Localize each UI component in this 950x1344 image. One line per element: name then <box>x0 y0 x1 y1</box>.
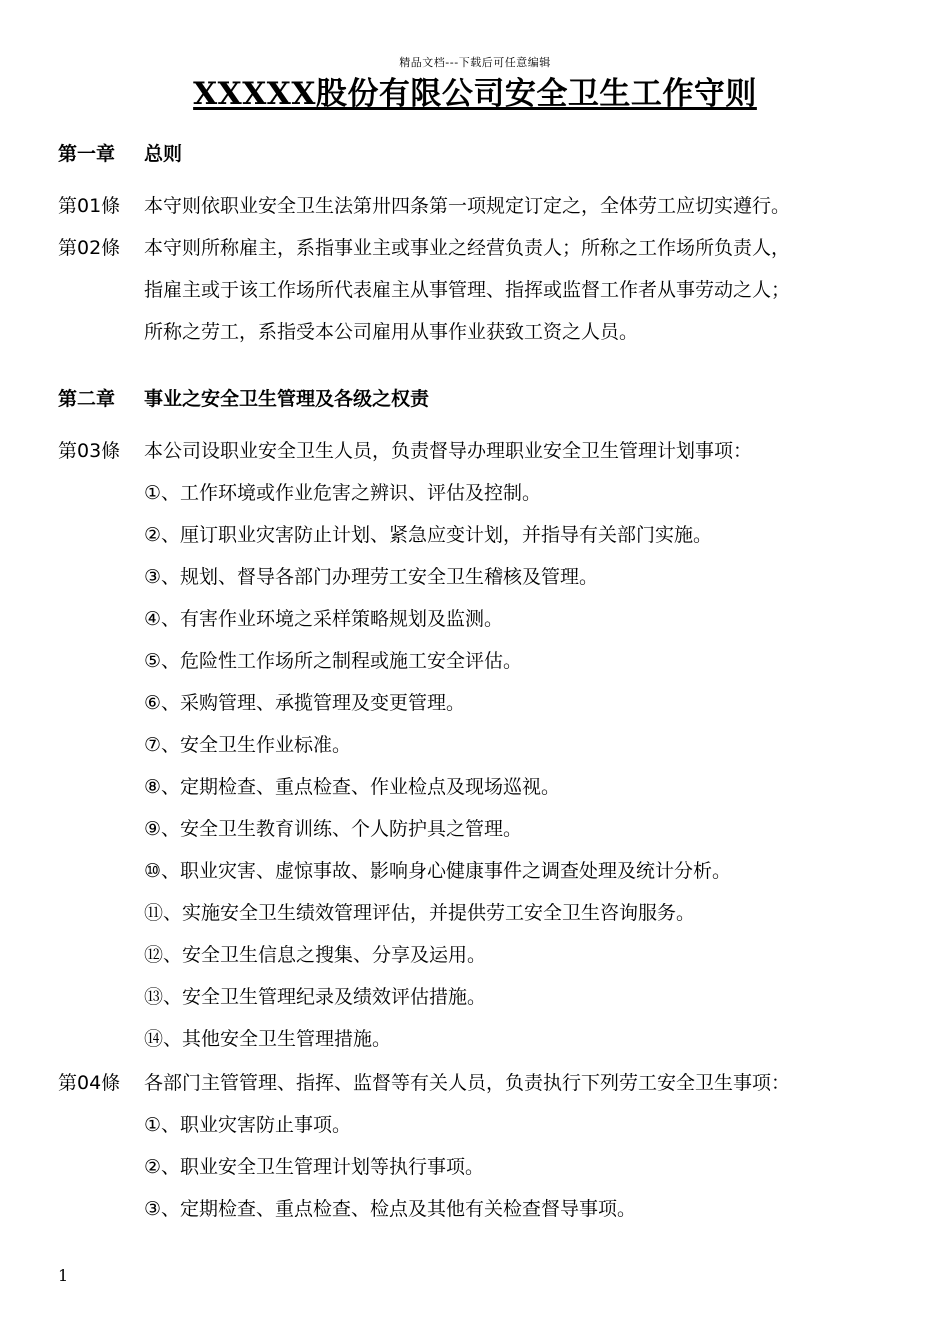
list-item: ⑦、安全卫生作业标准。 <box>144 734 352 756</box>
list-item: ⑩、职业灾害、虚惊事故、影响身心健康事件之调查处理及统计分析。 <box>144 860 732 882</box>
chapter-title: 事业之安全卫生管理及各级之权责 <box>144 388 430 410</box>
watermark: 精品文档---下载后可任意编辑 <box>399 56 551 69</box>
article-text: 各部门主管管理、指挥、监督等有关人员，负责执行下列劳工安全卫生事项： <box>144 1072 791 1094</box>
chapter-title: 总则 <box>144 143 183 165</box>
list-item: ①、工作环境或作业危害之辨识、评估及控制。 <box>144 482 542 504</box>
chapter-heading <box>58 384 429 414</box>
list-item: ④、有害作业环境之采样策略规划及监测。 <box>144 608 504 630</box>
list-item: ②、职业安全卫生管理计划等执行事项。 <box>144 1156 485 1178</box>
chapter-heading <box>58 139 182 169</box>
list-item: ⑧、定期检查、重点检查、作业检点及现场巡视。 <box>144 776 561 798</box>
list-item: ③、定期检查、重点检查、检点及其他有关检查督导事项。 <box>144 1198 637 1220</box>
article-label: 第02條 <box>58 237 121 259</box>
list-item: ⑤、危险性工作场所之制程或施工安全评估。 <box>144 650 523 672</box>
document-title: XXXXX股份有限公司安全卫生工作守则 <box>193 76 757 112</box>
list-item: ⑪、实施安全卫生绩效管理评估，并提供劳工安全卫生咨询服务。 <box>144 902 696 924</box>
article-text: 本守则所称雇主，系指事业主或事业之经营负责人；所称之工作场所负责人， <box>144 237 791 259</box>
article-label: 第01條 <box>58 195 121 217</box>
list-item: ③、规划、督导各部门办理劳工安全卫生稽核及管理。 <box>144 566 599 588</box>
article-text: 本公司设职业安全卫生人员，负责督导办理职业安全卫生管理计划事项： <box>144 440 753 462</box>
page-number: 1 <box>58 1266 69 1285</box>
list-item: ⑥、采购管理、承揽管理及变更管理。 <box>144 692 466 714</box>
article-text: 本守则依职业安全卫生法第卅四条第一项规定订定之，全体劳工应切实遵行。 <box>144 195 791 217</box>
list-item: ⑫、安全卫生信息之搜集、分享及运用。 <box>144 944 487 966</box>
list-item: ①、职业灾害防止事项。 <box>144 1114 352 1136</box>
article-label: 第03條 <box>58 440 121 462</box>
article-text-continued: 指雇主或于该工作场所代表雇主从事管理、指挥或监督工作者从事劳动之人； <box>144 279 791 301</box>
chapter-number: 第二章 <box>58 388 116 410</box>
list-item: ⑬、安全卫生管理纪录及绩效评估措施。 <box>144 986 487 1008</box>
article-text-continued: 所称之劳工，系指受本公司雇用从事作业获致工资之人员。 <box>144 321 639 343</box>
article-label: 第04條 <box>58 1072 121 1094</box>
list-item: ②、厘订职业灾害防止计划、紧急应变计划，并指导有关部门实施。 <box>144 524 713 546</box>
chapter-number: 第一章 <box>58 143 116 165</box>
list-item: ⑨、安全卫生教育训练、个人防护具之管理。 <box>144 818 523 840</box>
list-item: ⑭、其他安全卫生管理措施。 <box>144 1028 392 1050</box>
